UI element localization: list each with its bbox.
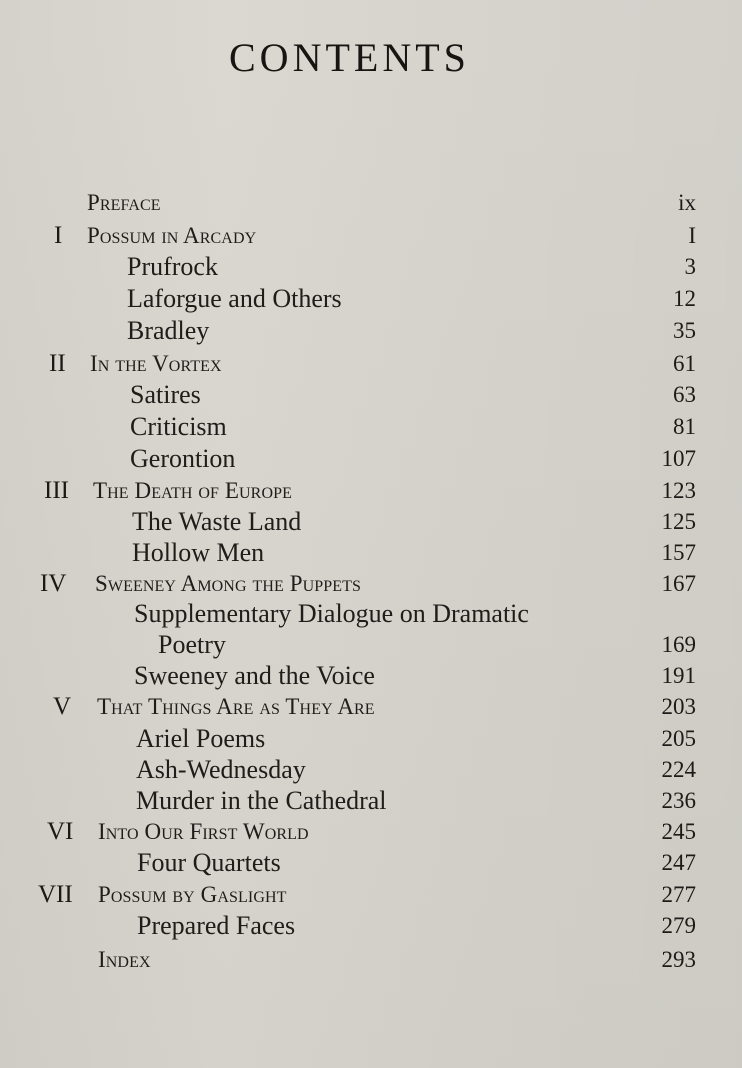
toc-label: Possum by Gaslight <box>98 882 287 907</box>
toc-entry-chapter-3 <box>0 476 742 506</box>
toc-page-number: 63 <box>673 382 696 407</box>
toc-label: Prepared Faces <box>137 911 296 940</box>
toc-entry-subsection <box>0 380 742 410</box>
toc-entry-preface <box>0 188 742 218</box>
toc-page-number: 123 <box>661 478 696 503</box>
toc-page-number: 277 <box>661 882 696 907</box>
toc-entry-chapter-7 <box>0 880 742 910</box>
toc-page-number: 12 <box>673 286 696 311</box>
toc-page-number: ix <box>678 190 696 215</box>
toc-label: Preface <box>87 190 161 215</box>
toc-label: Possum in Arcady <box>87 223 257 248</box>
toc-entry-subsection <box>0 661 742 691</box>
toc-label: Four Quartets <box>137 848 281 877</box>
toc-label: Index <box>98 947 151 972</box>
toc-page-number: 224 <box>661 757 696 782</box>
toc-label: Sweeney Among the Puppets <box>95 571 361 596</box>
toc-page-number: 107 <box>661 446 696 471</box>
toc-entry-subsection <box>0 755 742 785</box>
toc-entry-subsection <box>0 444 742 474</box>
toc-chapter-number: V <box>53 693 72 720</box>
toc-page-number: 191 <box>661 663 696 688</box>
toc-entry-subsection <box>0 724 742 754</box>
toc-entry-subsection <box>0 507 742 537</box>
toc-label: Criticism <box>130 412 227 441</box>
page-title: CONTENTS <box>229 35 470 80</box>
toc-label: Supplementary Dialogue on Dramatic <box>134 599 529 628</box>
toc-chapter-number: IV <box>40 570 67 597</box>
toc-page-number: 245 <box>661 819 696 844</box>
toc-entry-chapter-4 <box>0 569 742 599</box>
toc-entry-chapter-5 <box>0 692 742 722</box>
toc-entry-subsection <box>0 316 742 346</box>
toc-page-number: 61 <box>673 351 696 376</box>
toc-entry-subsection <box>0 848 742 878</box>
toc-entry-subsection <box>0 538 742 568</box>
toc-entry-chapter-2 <box>0 349 742 379</box>
toc-label: Satires <box>130 380 201 409</box>
toc-page-number: 247 <box>661 850 696 875</box>
toc-label: Sweeney and the Voice <box>134 661 375 690</box>
toc-label: Ariel Poems <box>136 724 266 753</box>
toc-label: That Things Are as They Are <box>97 694 375 719</box>
toc-entry-chapter-6 <box>0 817 742 847</box>
toc-page-number: 3 <box>684 254 696 279</box>
toc-label: Laforgue and Others <box>127 284 342 313</box>
toc-chapter-number: I <box>54 222 63 249</box>
toc-page-number: 169 <box>661 632 696 657</box>
toc-chapter-number: III <box>44 477 69 504</box>
toc-chapter-number: VII <box>38 881 73 908</box>
toc-entry-subsection <box>0 412 742 442</box>
toc-entry-subsection <box>0 911 742 941</box>
toc-label: In the Vortex <box>90 351 222 376</box>
toc-label: Poetry <box>158 630 226 659</box>
toc-entry-subsection <box>0 786 742 816</box>
toc-label: The Waste Land <box>132 507 302 536</box>
toc-entry-subsection <box>0 284 742 314</box>
toc-entry-chapter-1 <box>0 221 742 251</box>
toc-chapter-number: VI <box>47 818 74 845</box>
toc-page-number: 35 <box>673 318 696 343</box>
toc-label: Into Our First World <box>98 819 309 844</box>
toc-page-number: 279 <box>661 913 696 938</box>
toc-page-number: 236 <box>661 788 696 813</box>
toc-page-number: 293 <box>661 947 696 972</box>
toc-entry-index <box>0 945 742 975</box>
toc-label: Bradley <box>127 316 210 345</box>
toc-page-number: I <box>688 223 696 248</box>
toc-label: Prufrock <box>127 252 218 281</box>
toc-page-number: 167 <box>661 571 696 596</box>
toc-page-number: 81 <box>673 414 696 439</box>
toc-page-number: 125 <box>661 509 696 534</box>
toc-page-number: 203 <box>661 694 696 719</box>
toc-entry-subsection-continuation <box>0 630 742 660</box>
toc-page-number: 205 <box>661 726 696 751</box>
toc-label: Gerontion <box>130 444 236 473</box>
toc-label: The Death of Europe <box>93 478 292 503</box>
toc-page-number: 157 <box>661 540 696 565</box>
toc-label: Ash-Wednesday <box>136 755 306 784</box>
toc-label: Murder in the Cathedral <box>136 786 387 815</box>
toc-entry-subsection <box>0 599 742 629</box>
toc-chapter-number: II <box>49 350 66 377</box>
toc-entry-subsection <box>0 252 742 282</box>
toc-label: Hollow Men <box>132 538 265 567</box>
